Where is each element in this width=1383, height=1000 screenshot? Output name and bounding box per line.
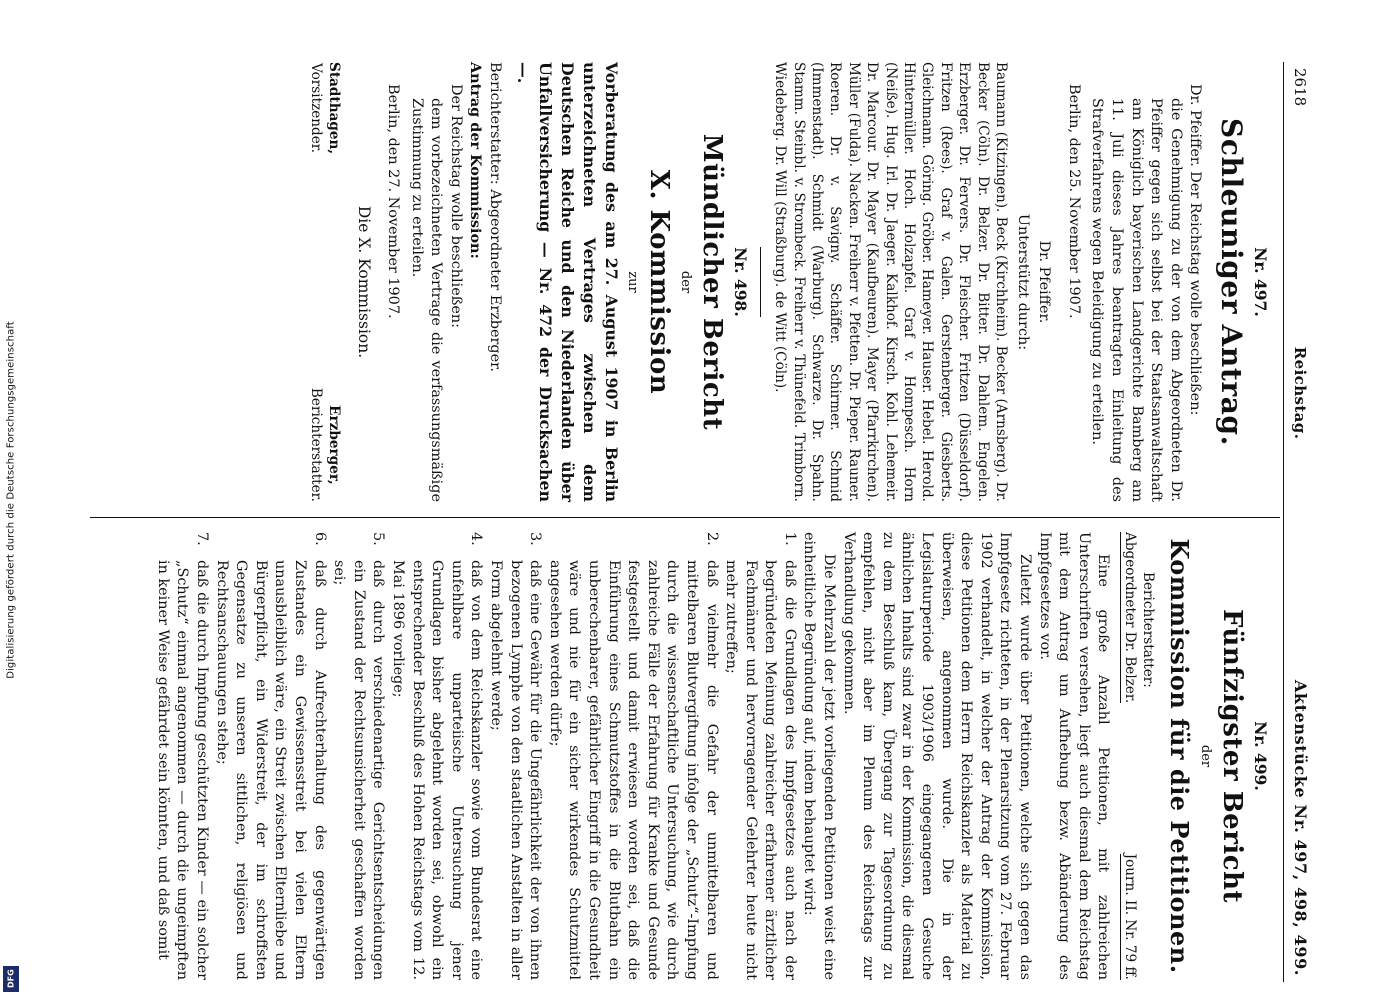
header-rule	[1283, 62, 1284, 982]
doc-498-motion: Vorberatung des am 27. August 1907 in Berlin unterzeichneten Vertrages zwischen dem Deutschen Reiche und den Niederlanden über Unfallversicherung — Nr. 472 der Drucksachen —.	[514, 62, 622, 502]
digitization-credit-text: Digitalisierung gefördert durch die Deutsche Forschungsgemeinschaft	[5, 321, 17, 679]
doc-499-claims-list	[152, 532, 799, 980]
claim-text: daß von dem Reichskanzler sowie vom Bundesrat eine unfehlbare unparteiische Untersuchung jener Grundlagen bisher abgelehnt worden sei, obwohl ein entsprechender Beschluß des Hohen Reichstags vom 12. Mai 1896 vorliege;	[390, 560, 485, 980]
right-column	[152, 532, 1276, 980]
column-divider	[90, 517, 1280, 518]
doc-498-antrag-intro: Der Reichstag wolle beschließen:	[448, 84, 464, 329]
doc-497-supporters: Baumann (Kitzingen). Beck (Kirchheim). Becker (Arnsberg). Dr. Becker (Cöln). Dr. Belzer. Dr. Bitter. Dr. Dahlem. Engelen. Erzberger. Dr. Fervers. Dr. Fleischer. Fritzen (Düsseldorf). Fritzen (Rees). Graf v. Galen. Gerstenberger. Giesberts. Gleichmann. Göring. Gröber. Hameyer. Hauser. Hebel. Herold. Hintermüller. Hoch. Holzapfel. Graf v. Hompesch. Horn (Neiße). Hug. Irl. Dr. Jaeger. Kalkhof. Kirsch. Kohl. Lehemeir. Dr. Marcour. Dr. Mayer (Kaufbeuren). Mayer (Pfarrkirchen). Müller (Fulda). Nacken. Freiherr v. Pfetten. Dr. Pieper. Rauner. Roeren. Dr. v. Savigny. Schäffer. Schirmer. Schmid (Immenstadt). Schmidt (Warburg). Schwarze. Dr. Spahn. Stamm. Steinbl. v. Strombeck. Freiherr v. Thünefeld. Trimborn. Wiedeberg. Dr. Will (Straßburg). de Witt (Cöln).	[772, 62, 1010, 502]
doc-499-rapporteur-label: Berichterstatter:	[1140, 572, 1157, 688]
doc-498-dateline: Berlin, den 27. November 1907.	[385, 84, 402, 319]
doc-499-der: der	[1198, 744, 1214, 768]
section-separator	[760, 247, 761, 317]
doc-499-rapporteur: Abgeordneter Dr. Belzer.	[1122, 532, 1139, 704]
claim-item	[152, 532, 211, 980]
doc-497-supported-by: Unterstützt durch:	[1014, 213, 1031, 351]
page-number: 2618	[1291, 68, 1309, 107]
claim-number: 3.	[527, 532, 544, 546]
claim-item	[721, 532, 799, 980]
doc-497-signer: Dr. Pfeiffer.	[1036, 240, 1053, 324]
claim-text: daß die durch Impfung geschützten Kinder — ein solcher „Schutz“ einmal angenommen — durch die ungeimpften in keiner Weise gefährdet sein könnten, und daß somit	[154, 560, 211, 980]
doc-498-zur: zur	[625, 271, 641, 293]
claim-number: 4.	[468, 532, 485, 546]
claim-item	[485, 532, 544, 980]
digitization-credit-strip	[0, 0, 22, 1000]
signature-chair	[307, 62, 343, 154]
chair-name: Stadthagen,	[326, 62, 343, 155]
doc-497-number: Nr. 497.	[1251, 247, 1270, 317]
doc-498-signatures	[307, 62, 343, 502]
doc-498-commission: X. Kommission	[644, 169, 675, 395]
scanned-page	[90, 62, 1310, 982]
doc-498-rapporteur: Berichterstatter: Abgeordneter Erzberger.	[487, 62, 504, 373]
doc-499-number: Nr. 499.	[1251, 721, 1270, 791]
document-497	[771, 62, 1270, 502]
doc-498-antrag-body: dem vorbezeichneten Vertrage die verfassungsmäßige Zustimmung zu erteilen.	[408, 98, 445, 502]
page-body	[90, 62, 1310, 982]
doc-497-title: Schleuniger Antrag.	[1215, 118, 1249, 446]
left-column	[307, 62, 1276, 502]
doc-499-reference: Journ. II. Nr. 79 ff.	[1122, 853, 1139, 980]
doc-497-dateline: Berlin, den 25. November 1907.	[1065, 84, 1082, 319]
claim-number: 6.	[311, 532, 328, 546]
signature-rapporteur	[307, 388, 343, 502]
doc-498-der: der	[678, 270, 694, 294]
claim-text: daß vielmehr die Gefahr der unmittelbaren und mittelbaren Blutvergiftung infolge der „Schutz“-Impfung durch die wissenschaftliche Untersuchung, wie durch zahlreiche Fälle der Erfahrung für Kranke und Gesunde festgestellt und damit erwiesen worden sei, daß die Einführung eines Schmutzstoffes in die Blutbahn ein unberechenbarer, gefährlicher Eingriff in die Gesundheit wäre und nie für ein sicher wirkendes Schutzmittel angesehen werden dürfe;	[546, 560, 720, 980]
claim-item	[329, 532, 388, 980]
doc-499-commission: Kommission für die Petitionen.	[1165, 538, 1195, 974]
claim-number: 5.	[370, 532, 387, 546]
document-499	[152, 532, 1270, 980]
doc-498-title: Mündlicher Bericht	[697, 133, 728, 431]
doc-498-closing: Die X. Kommission.	[354, 205, 373, 359]
doc-498-antrag-label: Antrag der Kommission:	[466, 62, 484, 259]
claim-number: 7.	[194, 532, 211, 546]
doc-499-rapporteur-block	[1120, 532, 1157, 980]
doc-499-para1: Eine große Anzahl Petitionen, mit zahlreichen Unterschriften versehen, liegt auch diesmal dem Reichstag mit dem Antrag um Aufhebung bezw. Abänderung des Impfgesetzes vor.	[1036, 532, 1112, 980]
chair-role: Vorsitzender.	[308, 63, 325, 154]
claim-text: daß die Grundlagen des Impfgesetzes auch nach der begründeten Meinung zahlreicher erfahrener ärztlicher Fachmänner und hervorragender Gelehrter heute nicht mehr zutreffen;	[723, 560, 798, 980]
claim-item	[387, 532, 485, 980]
doc-497-intro: Dr. Pfeiffer. Der Reichstag wolle beschließen:	[1187, 84, 1204, 416]
claim-text: daß durch verschiedenartige Gerichtsentscheidungen ein Zustand der Rechtsunsicherheit geschaffen worden sei;	[331, 560, 387, 980]
rapporteur-role: Berichterstatter.	[308, 387, 325, 502]
doc-498-number: Nr. 498.	[730, 247, 750, 317]
document-498	[307, 62, 750, 502]
claim-item	[544, 532, 720, 980]
claim-item	[211, 532, 329, 980]
doc-497-body: die Genehmigung zu der von dem Abgeordneten Dr. Pfeiffer gegen sich selbst bei der Staatsanwaltschaft am Königlich bayerischen Landgerichte Bamberg am 11. Juli dieses Jahres beantragten Einleitung des Strafverfahrens wegen Beleidigung zu erteilen.	[1089, 98, 1184, 502]
claim-text: daß eine Gewähr für die Ungefährlichkeit der von ihnen bezogenen Lymphe von den staatlichen Anstalten in aller Form abgelehnt werde;	[488, 560, 544, 980]
claim-number: 2.	[703, 532, 720, 546]
doc-499-para2: Zuletzt wurde über Petitionen, welche sich gegen das Impfgesetz richteten, in der Plenarsitzung vom 27. Februar 1902 verhandelt, in welcher der Antrag der Kommission, diese Petitionen dem Herrn Reichskanzler als Material zu überweisen, angenommen wurde. Die in der Legislaturperiode 1903/1906 eingegangenen Gesuche ähnlichen Inhalts sind zwar in der Kommission, die diesmal zu dem Beschluß kam, Übergang zur Tagesordnung zu empfehlen, nicht aber im Plenum des Reichstags zur Verhandlung gekommen.	[840, 532, 1034, 980]
running-header	[1288, 62, 1310, 982]
doc-499-title: Fünfzigster Bericht	[1217, 608, 1248, 904]
dfg-logo: DFG	[3, 966, 19, 992]
collection-title: Aktenstücke Nr. 497, 498, 499.	[1291, 679, 1310, 976]
publication-name: Reichstag.	[1291, 346, 1309, 440]
rapporteur-name: Erzberger,	[326, 405, 343, 485]
claim-number: 1.	[781, 532, 798, 546]
claim-text: daß durch Aufrechterhaltung des gegenwärtigen Zustandes ein Gewissensstreit bei vielen Eltern unausbleiblich wäre, ein Streit zwischen Elternliebe und Bürgerpflicht, ein Widerstreit, der im schroffsten Gegensatze zu unseren sittlichen, religiösen und Rechtsanschauungen stehe;	[213, 560, 328, 980]
doc-499-para3: Die Mehrzahl der jetzt vorliegenden Petitionen weist eine einheitliche Begründung auf, indem behauptet wird:	[801, 532, 838, 980]
